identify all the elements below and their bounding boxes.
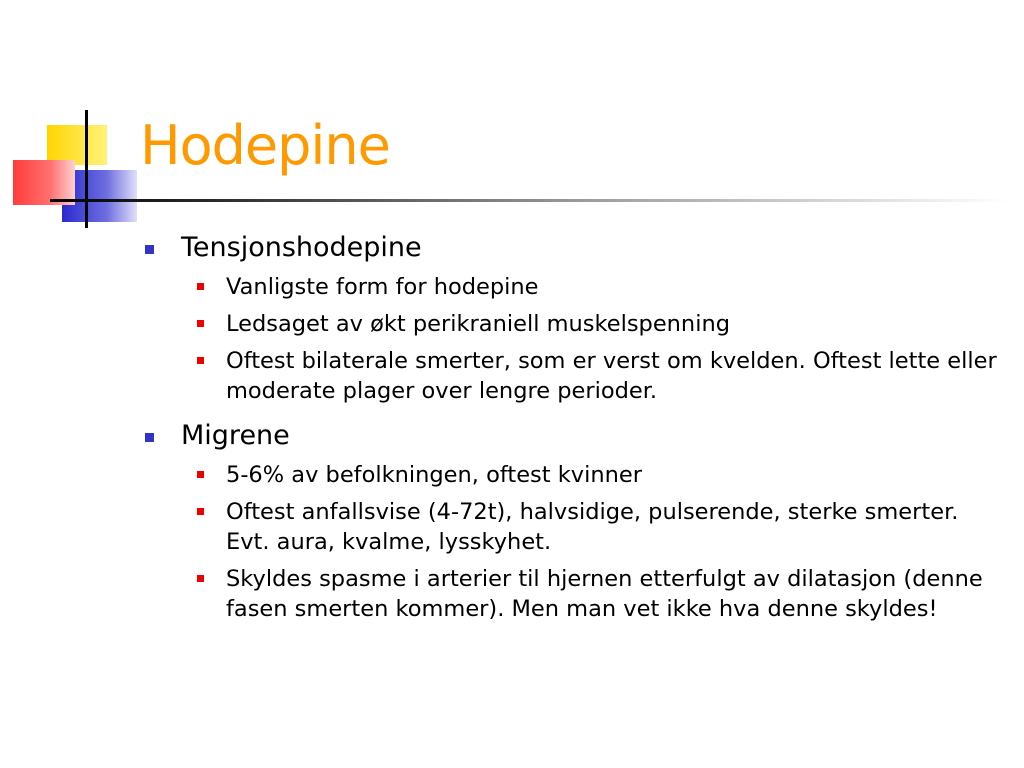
red-square-bullet-icon xyxy=(197,320,204,327)
bullet-text: Ledsaget av økt perikraniell muskelspenning xyxy=(226,311,730,337)
slide-content xyxy=(145,232,1005,631)
bullet-level2 xyxy=(181,309,1005,339)
section-tensjonshodepine xyxy=(145,232,1005,406)
bullet-level1 xyxy=(145,420,1005,452)
yellow-square xyxy=(47,125,107,165)
red-square-bullet-icon xyxy=(197,575,204,582)
sub-bullet-list xyxy=(145,460,1005,624)
blue-square-bullet-icon xyxy=(145,245,154,254)
vertical-line xyxy=(85,110,88,228)
blue-square-bullet-icon xyxy=(145,433,154,442)
red-square-bullet-icon xyxy=(197,283,204,290)
bullet-text: 5-6% av befolkningen, oftest kvinner xyxy=(226,462,642,488)
section-heading: Tensjonshodepine xyxy=(181,232,422,263)
red-square-bullet-icon xyxy=(197,508,204,515)
bullet-level2 xyxy=(181,346,1005,406)
red-square-bullet-icon xyxy=(197,471,204,478)
bullet-level2 xyxy=(181,564,1005,624)
bullet-text: Oftest anfallsvise (4-72t), halvsidige, pulserende, sterke smerter. Evt. aura, kvalme, lysskyhet. xyxy=(226,499,959,555)
bullet-level1 xyxy=(145,232,1005,264)
slide-title: Hodepine xyxy=(140,114,390,177)
bullet-level2 xyxy=(181,460,1005,490)
title-underline xyxy=(50,199,1010,202)
bullet-text: Oftest bilaterale smerter, som er verst om kvelden. Oftest lette eller moderate plager over lengre perioder. xyxy=(226,348,997,404)
bullet-text: Vanligste form for hodepine xyxy=(226,274,539,300)
sub-bullet-list xyxy=(145,272,1005,406)
section-heading: Migrene xyxy=(181,420,290,451)
bullet-text: Skyldes spasme i arterier til hjernen etterfulgt av dilatasjon (denne fasen smerten kommer). Men man vet ikke hva denne skyldes! xyxy=(226,566,983,622)
section-migrene xyxy=(145,420,1005,624)
bullet-level2 xyxy=(181,272,1005,302)
red-square-bullet-icon xyxy=(197,357,204,364)
bullet-level2 xyxy=(181,497,1005,557)
